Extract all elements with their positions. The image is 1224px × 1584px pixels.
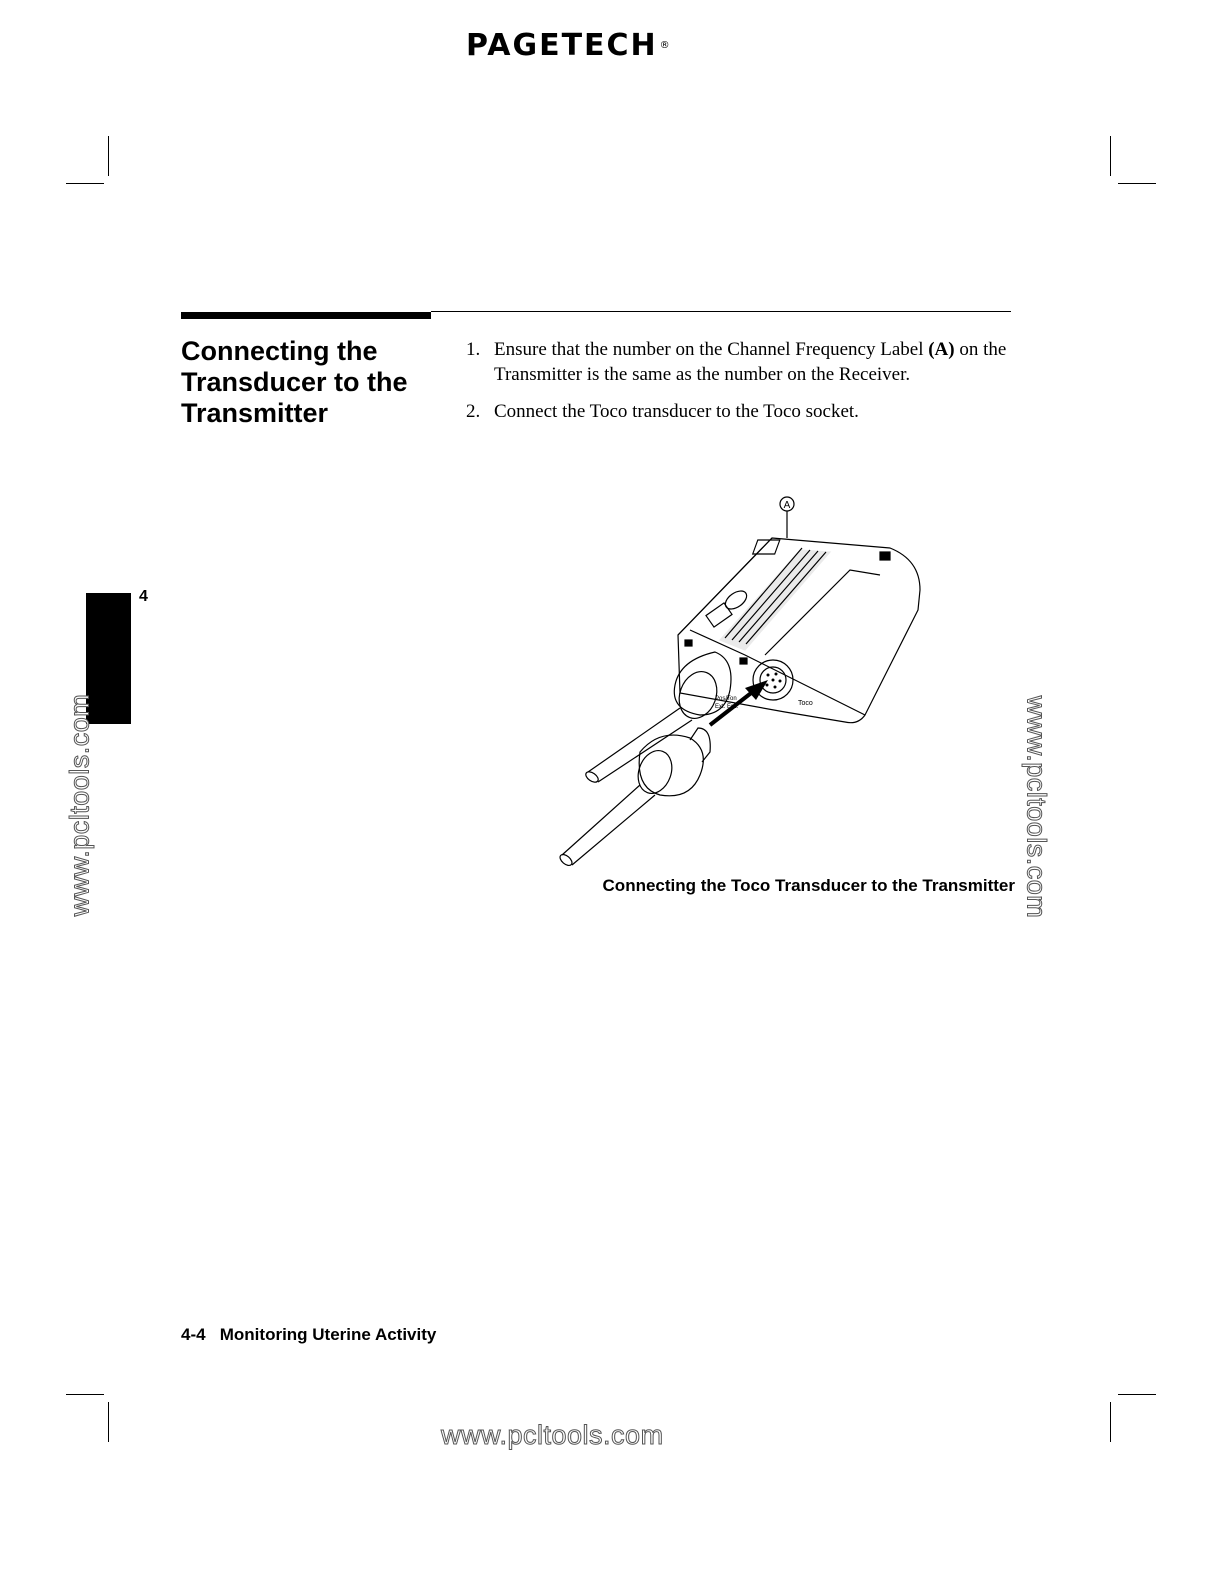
toco-cable-end	[558, 852, 574, 867]
toco-cable	[562, 785, 655, 865]
toco-port-label: Toco	[798, 700, 813, 707]
instruction-steps	[466, 337, 1011, 436]
toco-plug-tip	[690, 728, 710, 762]
chapter-number: 4	[139, 588, 148, 605]
crop-mark-bottom-right-horizontal	[1118, 1394, 1156, 1395]
step-number: 2.	[466, 401, 481, 422]
crop-mark-bottom-left-horizontal	[66, 1394, 104, 1395]
section-title	[181, 336, 436, 429]
channel-frequency-label	[753, 540, 780, 554]
brand-badge	[880, 552, 890, 560]
connected-plug	[674, 652, 731, 715]
watermark-right: www.pcltools.com	[1021, 695, 1052, 919]
connected-cable-end	[584, 770, 600, 785]
section-title-line: Connecting the	[181, 336, 378, 366]
chapter-title: Monitoring Uterine Activity	[219, 1325, 437, 1344]
figure-caption: Connecting the Toco Transducer to the Transmitter	[602, 876, 1015, 895]
step-text-part: Ensure that the number on the Channel Frequency Label	[494, 339, 929, 360]
section-rule-thin	[431, 311, 1011, 312]
control-button	[706, 603, 732, 627]
section-rule-thick	[181, 312, 431, 319]
step-text: Connect the Toco transducer to the Toco socket.	[494, 401, 859, 422]
crop-mark-bottom-right-vertical	[1110, 1402, 1111, 1442]
crop-mark-top-right-horizontal	[1118, 183, 1156, 184]
pagetech-logo	[466, 26, 672, 66]
port-indicator	[685, 640, 692, 646]
callout-label: A	[783, 500, 791, 511]
crop-mark-top-left-horizontal	[66, 183, 104, 184]
toco-socket-pins	[766, 673, 782, 689]
step-item	[466, 399, 1011, 424]
page-number: 4-4	[181, 1325, 206, 1344]
step-text-part: on the Transmitter is the same as the number on the Receiver.	[494, 339, 1007, 385]
port-label: Pos/Ton	[715, 696, 737, 702]
watermark-left: www.pcltools.com	[64, 693, 95, 917]
port-label: Ext. Env.	[715, 704, 739, 710]
crop-mark-top-right-vertical	[1110, 136, 1111, 176]
section-title-line: Transmitter	[181, 398, 329, 428]
label-reference: (A)	[928, 339, 955, 360]
step-item	[466, 337, 1011, 387]
step-text	[494, 339, 1006, 385]
step-number: 1.	[466, 339, 481, 360]
crop-mark-top-left-vertical	[108, 136, 109, 176]
logo-text: PAGETECH	[466, 28, 658, 63]
status-led	[722, 587, 750, 612]
watermark-bottom: www.pcltools.com	[441, 1420, 664, 1450]
crop-mark-bottom-left-vertical	[108, 1402, 109, 1442]
transmitter-illustration	[540, 490, 940, 870]
page-footer	[181, 1325, 436, 1345]
registered-mark: ®	[659, 40, 672, 51]
port-indicator	[740, 658, 747, 664]
section-title-line: Transducer to the	[181, 367, 408, 397]
